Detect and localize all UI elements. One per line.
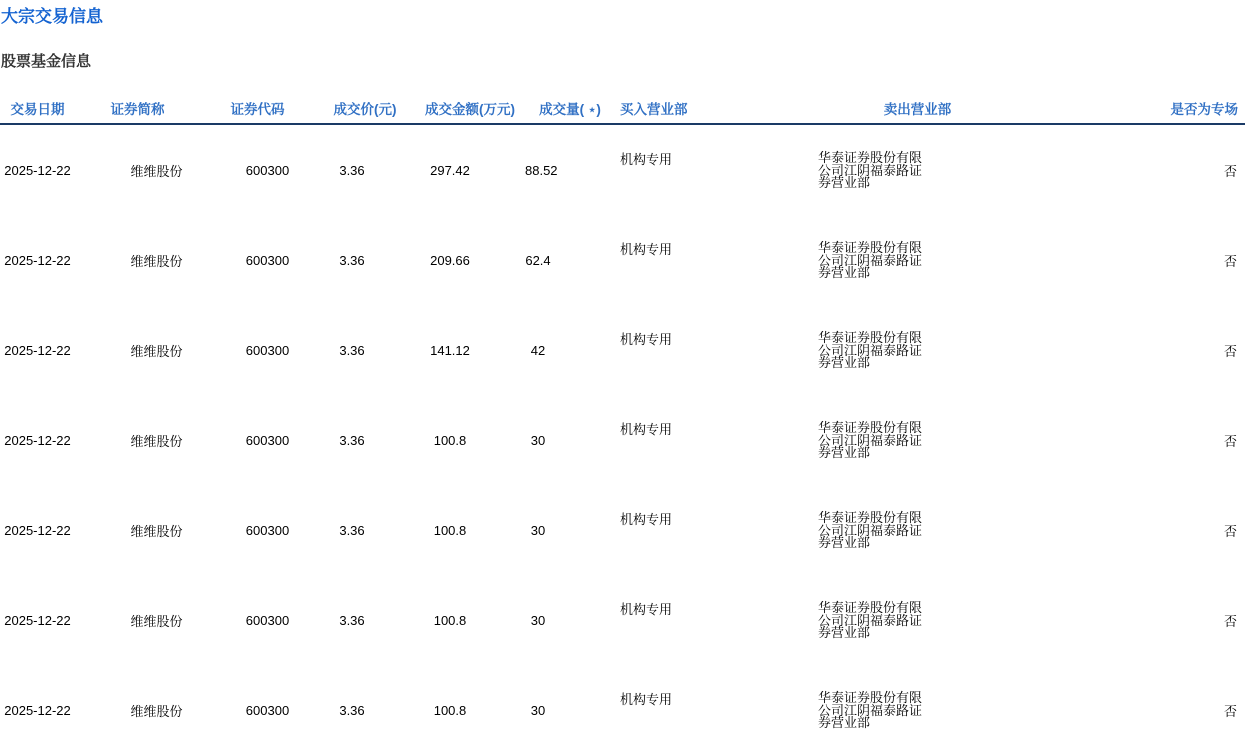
cell-security-code: 600300 (245, 342, 290, 358)
cell-seller-branch: 华泰证券股份有限公司江阴福泰路证券营业部 (818, 330, 923, 371)
cell-volume: 88.52 (525, 162, 558, 178)
cell-price: 3.36 (339, 522, 365, 538)
column-header-volume: 成交量( ⋆) (525, 93, 615, 124)
section-title-stock-fund-info: 股票基金信息 (1, 53, 92, 70)
table-row (0, 575, 1245, 665)
column-header-price: 成交价(元) (315, 93, 415, 124)
cell-security-name: 维维股份 (130, 163, 183, 179)
cell-buyer-branch: 机构专用 (620, 601, 673, 617)
cell-trade-date: 2025-12-22 (4, 432, 71, 448)
block-trade-page (0, 7, 1245, 754)
table-header (0, 93, 1245, 124)
column-header-amount: 成交金额(万元) (415, 93, 525, 124)
cell-special: 否 (1223, 343, 1237, 359)
cell-buyer-branch: 机构专用 (620, 421, 673, 437)
cell-trade-date: 2025-12-22 (4, 252, 71, 268)
cell-amount: 100.8 (433, 522, 467, 538)
cell-amount: 141.12 (430, 342, 470, 358)
cell-seller-branch: 华泰证券股份有限公司江阴福泰路证券营业部 (818, 240, 923, 281)
cell-buyer-branch: 机构专用 (620, 151, 673, 167)
cell-special: 否 (1223, 613, 1237, 629)
table-row (0, 124, 1245, 215)
cell-security-name: 维维股份 (130, 433, 183, 449)
cell-security-name: 维维股份 (130, 523, 183, 539)
cell-volume: 30 (530, 522, 546, 538)
page-title: 大宗交易信息 (1, 7, 103, 26)
cell-volume: 30 (530, 702, 546, 718)
cell-amount: 297.42 (430, 162, 470, 178)
cell-trade-date: 2025-12-22 (4, 702, 71, 718)
cell-security-code: 600300 (245, 162, 290, 178)
column-header-trade-date: 交易日期 (0, 93, 75, 124)
cell-seller-branch: 华泰证券股份有限公司江阴福泰路证券营业部 (818, 150, 923, 191)
cell-security-name: 维维股份 (130, 613, 183, 629)
cell-buyer-branch: 机构专用 (620, 691, 673, 707)
cell-seller-branch: 华泰证券股份有限公司江阴福泰路证券营业部 (818, 420, 923, 461)
cell-trade-date: 2025-12-22 (4, 162, 71, 178)
cell-security-code: 600300 (245, 432, 290, 448)
cell-security-code: 600300 (245, 702, 290, 718)
cell-price: 3.36 (339, 342, 365, 358)
table-header-row (0, 93, 1245, 124)
cell-security-name: 维维股份 (130, 703, 183, 719)
cell-trade-date: 2025-12-22 (4, 612, 71, 628)
column-header-buyer-branch: 买入营业部 (615, 93, 810, 124)
column-header-seller-branch: 卖出营业部 (810, 93, 1025, 124)
column-header-security-code: 证券代码 (200, 93, 315, 124)
table-row (0, 485, 1245, 575)
column-header-security-name: 证券简称 (75, 93, 200, 124)
cell-amount: 100.8 (433, 612, 467, 628)
cell-special: 否 (1223, 523, 1237, 539)
cell-seller-branch: 华泰证券股份有限公司江阴福泰路证券营业部 (818, 690, 923, 731)
cell-special: 否 (1223, 433, 1237, 449)
cell-buyer-branch: 机构专用 (620, 241, 673, 257)
cell-special: 否 (1223, 163, 1237, 179)
cell-security-code: 600300 (245, 522, 290, 538)
cell-security-code: 600300 (245, 252, 290, 268)
cell-security-code: 600300 (245, 612, 290, 628)
column-header-special: 是否为专场 (1025, 93, 1245, 124)
cell-amount: 209.66 (430, 252, 470, 268)
cell-price: 3.36 (339, 162, 365, 178)
cell-volume: 42 (530, 342, 546, 358)
cell-volume: 62.4 (525, 252, 551, 268)
cell-price: 3.36 (339, 252, 365, 268)
cell-seller-branch: 华泰证券股份有限公司江阴福泰路证券营业部 (818, 510, 923, 551)
cell-buyer-branch: 机构专用 (620, 511, 673, 527)
cell-volume: 30 (530, 432, 546, 448)
block-trade-table (0, 93, 1245, 754)
table-row (0, 395, 1245, 485)
cell-seller-branch: 华泰证券股份有限公司江阴福泰路证券营业部 (818, 600, 923, 641)
cell-volume: 30 (530, 612, 546, 628)
cell-security-name: 维维股份 (130, 343, 183, 359)
cell-security-name: 维维股份 (130, 253, 183, 269)
table-row (0, 215, 1245, 305)
cell-price: 3.36 (339, 432, 365, 448)
table-row (0, 665, 1245, 754)
cell-price: 3.36 (339, 612, 365, 628)
table-body (0, 124, 1245, 754)
cell-trade-date: 2025-12-22 (4, 342, 71, 358)
cell-buyer-branch: 机构专用 (620, 331, 673, 347)
table-row (0, 305, 1245, 395)
cell-special: 否 (1223, 703, 1237, 719)
cell-amount: 100.8 (433, 702, 467, 718)
cell-price: 3.36 (339, 702, 365, 718)
cell-trade-date: 2025-12-22 (4, 522, 71, 538)
cell-special: 否 (1223, 253, 1237, 269)
cell-amount: 100.8 (433, 432, 467, 448)
